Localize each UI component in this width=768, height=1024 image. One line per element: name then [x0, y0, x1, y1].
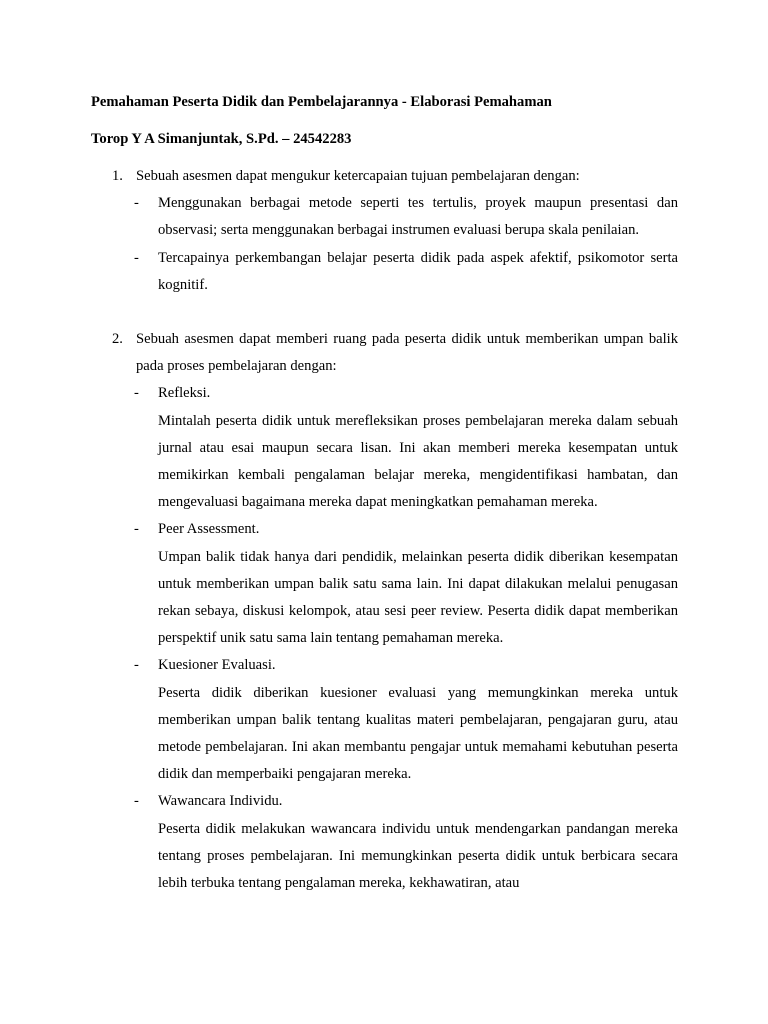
numbered-item	[112, 326, 678, 380]
bullet-dash: -	[134, 793, 139, 810]
bullet-text: Tercapainya perkembangan belajar peserta didik pada aspek afektif, psikomotor serta kognitif.	[158, 249, 678, 293]
bullet-item	[134, 788, 678, 815]
item-number: 1.	[112, 168, 123, 184]
bullet-item	[134, 516, 678, 543]
list-section-2	[112, 326, 678, 897]
numbered-item	[112, 163, 678, 190]
bullet-dash: -	[134, 521, 139, 538]
item-text: Sebuah asesmen dapat memberi ruang pada peserta didik untuk memberikan umpan balik pada proses pembelajaran dengan:	[136, 331, 678, 375]
bullet-dash: -	[134, 657, 139, 674]
list-section-1	[112, 163, 678, 299]
bullet-dash: -	[134, 249, 139, 266]
bullet-dash: -	[134, 195, 139, 212]
bullet-item	[134, 652, 678, 679]
bullet-dash: -	[134, 385, 139, 402]
bullet-item	[134, 380, 678, 407]
document-title: Pemahaman Peserta Didik dan Pembelajarannya - Elaborasi Pemahaman	[91, 94, 552, 110]
bullet-paragraph: Umpan balik tidak hanya dari pendidik, melainkan peserta didik diberikan kesempatan untuk memberikan umpan balik satu sama lain. Ini dapat dilakukan melalui penugasan rekan sebaya, diskusi kelompok, atau sesi peer review. Peserta didik dapat memberikan perspektif unik satu sama lain tentang pemahaman mereka.	[158, 548, 678, 647]
bullet-heading: Kuesioner Evaluasi.	[158, 657, 276, 674]
bullet-item	[134, 245, 678, 299]
bullet-paragraph: Mintalah peserta didik untuk merefleksikan proses pembelajaran mereka dalam sebuah jurnal atau esai maupun secara lisan. Ini akan memberi mereka kesempatan untuk memikirkan kembali pengalaman belajar mereka, mengidentifikasi hambatan, dan mengevaluasi bagaimana mereka dapat meningkatkan pemahaman mereka.	[158, 412, 678, 511]
bullet-heading: Peer Assessment.	[158, 521, 260, 538]
item-number: 2.	[112, 331, 123, 347]
bullet-paragraph: Peserta didik diberikan kuesioner evaluasi yang memungkinkan mereka untuk memberikan umpan balik tentang kualitas materi pembelajaran, pengajaran guru, atau metode pembelajaran. Ini akan membantu pengajar untuk memahami kebutuhan peserta didik dan memperbaiki pengajaran mereka.	[158, 684, 678, 783]
bullet-text: Menggunakan berbagai metode seperti tes tertulis, proyek maupun presentasi dan observasi; serta menggunakan berbagai instrumen evaluasi berupa skala penilaian.	[158, 195, 678, 239]
bullet-heading: Wawancara Individu.	[158, 793, 283, 810]
document-author: Torop Y A Simanjuntak, S.Pd. – 24542283	[91, 131, 352, 147]
item-text: Sebuah asesmen dapat mengukur ketercapaian tujuan pembelajaran dengan:	[136, 168, 580, 184]
bullet-paragraph: Peserta didik melakukan wawancara individu untuk mendengarkan pandangan mereka tentang proses pembelajaran. Ini memungkinkan peserta didik untuk berbicara secara lebih terbuka tentang pengalaman mereka, kekhawatiran, atau	[158, 820, 678, 892]
bullet-item	[134, 190, 678, 244]
bullet-heading: Refleksi.	[158, 385, 211, 402]
